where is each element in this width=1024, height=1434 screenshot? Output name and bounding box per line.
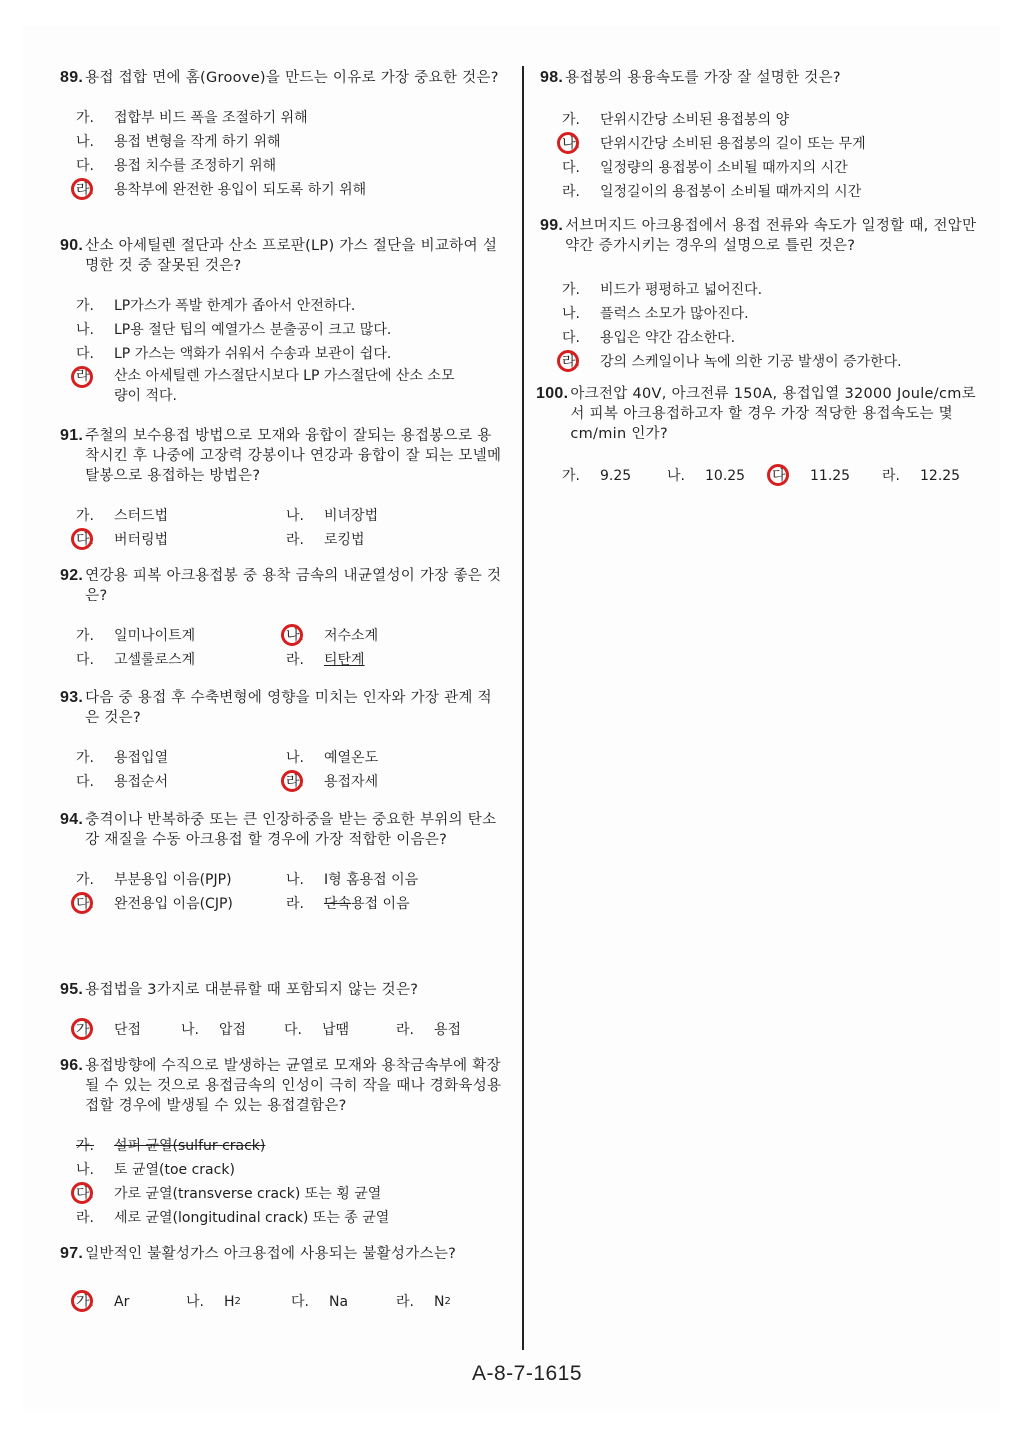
question-number: 91. — [60, 427, 84, 444]
option-na[interactable]: 나. 용접 변형을 작게 하기 위해 — [76, 134, 281, 150]
question-number: 89. — [60, 69, 84, 86]
option-ra[interactable]: 라. 용접 — [396, 1022, 462, 1038]
page-code: A-8-7-1615 — [471, 1362, 583, 1385]
question-94 — [60, 810, 505, 916]
option-ga[interactable]: 가. 접합부 비드 폭을 조절하기 위해 — [76, 110, 308, 126]
option-da[interactable]: 다. 용접 치수를 조정하기 위해 — [76, 158, 277, 174]
option-da[interactable]: 다. LP 가스는 액화가 쉬워서 수송과 보관이 쉽다. — [76, 346, 392, 362]
option-da[interactable]: 다. 고셀룰로스계 — [76, 652, 196, 668]
question-number: 97. — [60, 1245, 84, 1262]
option-ra[interactable]: 라. 용착부에 완전한 용입이 되도록 하기 위해 — [76, 178, 505, 202]
question-text: 연강용 피복 아크용접봉 중 용착 금속의 내균열성이 가장 좋은 것은? — [85, 568, 502, 604]
option-da[interactable]: 다. 완전용입 이음(CJP) — [76, 892, 286, 916]
question-89 — [60, 68, 505, 202]
option-ga[interactable]: 가 단접 — [76, 1018, 181, 1042]
option-da[interactable]: 다. 버터링법 — [76, 528, 286, 552]
question-95 — [60, 980, 505, 1042]
option-ga[interactable]: 가. LP가스가 폭발 한계가 좁아서 안전하다. — [76, 298, 356, 314]
option-na[interactable]: 나. H 2 — [186, 1294, 241, 1310]
option-na[interactable]: 나. 비녀장법 — [286, 508, 379, 524]
question-number: 90. — [60, 237, 84, 254]
option-ra[interactable]: 라. 강의 스케일이나 녹에 의한 기공 발생이 증가한다. — [562, 350, 990, 374]
question-number: 100. — [536, 385, 569, 402]
question-text: 서브머지드 아크용접에서 용접 전류와 속도가 일정할 때, 전압만 약간 증가시키는 경우의 설명으로 틀린 것은? — [565, 218, 977, 254]
option-ga[interactable]: 가. 일미나이트계 — [76, 628, 196, 644]
option-ra[interactable]: 라. 세로 균열(longitudinal crack) 또는 종 균열 — [76, 1210, 390, 1226]
option-na[interactable]: 나. 플럭스 소모가 많아진다. — [562, 306, 749, 322]
question-text: 용접 접합 면에 홈(Groove)을 만드는 이유로 가장 중요한 것은? — [85, 70, 499, 86]
question-99 — [540, 216, 990, 374]
option-da[interactable]: 다. 용입은 약간 감소한다. — [562, 330, 736, 346]
question-96 — [60, 1056, 505, 1230]
question-text: 일반적인 불활성가스 아크용접에 사용되는 불활성가스는? — [85, 1246, 457, 1262]
question-91 — [60, 426, 505, 552]
question-number: 98. — [540, 69, 564, 86]
option-na[interactable]: 나. 단위시간당 소비된 용접봉의 길이 또는 무게 — [562, 132, 990, 156]
option-ga[interactable]: 가. 비드가 평평하고 넓어진다. — [562, 282, 763, 298]
question-number: 95. — [60, 981, 84, 998]
question-text: 충격이나 반복하중 또는 큰 인장하중을 받는 중요한 부위의 탄소강 재질을 수동 아크용접 할 경우에 가장 적합한 이음은? — [85, 812, 497, 848]
question-98 — [540, 68, 990, 204]
question-number: 93. — [60, 689, 84, 706]
question-text: 산소 아세틸렌 절단과 산소 프로판(LP) 가스 절단을 비교하여 설명한 것 중 잘못된 것은? — [85, 238, 498, 274]
option-na[interactable]: 나. 토 균열(toe crack) — [76, 1162, 235, 1178]
question-number: 99. — [540, 217, 564, 234]
option-ga[interactable]: 가. 용접입열 — [76, 750, 169, 766]
option-ga[interactable]: 가. 스터드법 — [76, 508, 169, 524]
option-na[interactable]: 나. I형 홈용접 이음 — [286, 872, 419, 888]
option-ra[interactable]: 라. 로킹법 — [286, 532, 365, 548]
question-text: 주철의 보수용접 방법으로 모재와 융합이 잘되는 용접봉으로 용착시킨 후 나중에 고장력 강봉이나 연강과 융합이 잘 되는 모넬메탈봉으로 용접하는 방법은? — [85, 428, 502, 484]
option-da[interactable]: 다. Na — [291, 1294, 349, 1310]
option-da[interactable]: 다. 용접순서 — [76, 774, 169, 790]
option-ra[interactable]: 라. 단속 용접 이음 — [286, 892, 486, 916]
question-97 — [60, 1244, 505, 1314]
option-ra[interactable]: 라. 용접자세 — [286, 770, 486, 794]
column-divider — [522, 66, 524, 1350]
question-number: 96. — [60, 1057, 84, 1074]
option-da[interactable]: 다. 납땜 — [284, 1022, 350, 1038]
question-text: 용접법을 3가지로 대분류할 때 포함되지 않는 것은? — [85, 982, 419, 998]
question-text: 용접봉의 용융속도를 가장 잘 설명한 것은? — [565, 70, 841, 86]
option-da[interactable]: 다 11.25 — [772, 464, 882, 488]
question-number: 94. — [60, 811, 84, 828]
question-text: 용접방향에 수직으로 발생하는 균열로 모재와 용착금속부에 확장될 수 있는 것으로 용접금속의 인성이 극히 작을 때나 경화육성용접할 경우에 발생될 수 있는 용접결함은? — [85, 1058, 502, 1114]
question-93 — [60, 688, 505, 794]
option-na[interactable]: 나. 저수소계 — [286, 624, 486, 648]
option-ga[interactable]: 가. 설퍼 균열(sulfur crack) — [76, 1138, 266, 1154]
option-ra[interactable]: 라. N 2 — [396, 1294, 451, 1310]
option-ga[interactable]: 가. Ar — [76, 1290, 186, 1314]
question-100 — [536, 384, 986, 488]
option-na[interactable]: 나. 압접 — [181, 1022, 247, 1038]
option-da[interactable]: 다. 일정량의 용접봉이 소비될 때까지의 시간 — [562, 160, 848, 176]
option-ra[interactable]: 라. 산소 아세틸렌 가스절단시보다 LP 가스절단에 산소 소모량이 적다. — [76, 366, 505, 406]
question-92 — [60, 566, 505, 672]
option-ra[interactable]: 라. 12.25 — [882, 468, 961, 484]
option-ga[interactable]: 가. 단위시간당 소비된 용접봉의 양 — [562, 112, 790, 128]
question-text: 아크전압 40V, 아크전류 150A, 용접입열 32000 Joule/cm로서 피복 아크용접하고자 할 경우 가장 적당한 용접속도는 몇 cm/min 인가? — [570, 386, 976, 442]
struck-text: 단속 — [324, 896, 352, 912]
option-ga[interactable]: 가. 부분용입 이음(PJP) — [76, 872, 232, 888]
option-ga[interactable]: 가. 9.25 — [562, 468, 632, 484]
option-ra[interactable]: 라. 티탄계 — [286, 652, 365, 668]
question-text: 다음 중 용접 후 수축변형에 영향을 미치는 인자와 가장 관계 적은 것은? — [85, 690, 492, 726]
option-na[interactable]: 나. 10.25 — [667, 468, 746, 484]
question-90 — [60, 236, 505, 406]
option-na[interactable]: 나. LP용 절단 팁의 예열가스 분출공이 크고 많다. — [76, 322, 392, 338]
question-number: 92. — [60, 567, 84, 584]
option-da[interactable]: 다. 가로 균열(transverse crack) 또는 횡 균열 — [76, 1182, 505, 1206]
option-ra[interactable]: 라. 일정길이의 용접봉이 소비될 때까지의 시간 — [562, 184, 862, 200]
option-na[interactable]: 나. 예열온도 — [286, 750, 379, 766]
